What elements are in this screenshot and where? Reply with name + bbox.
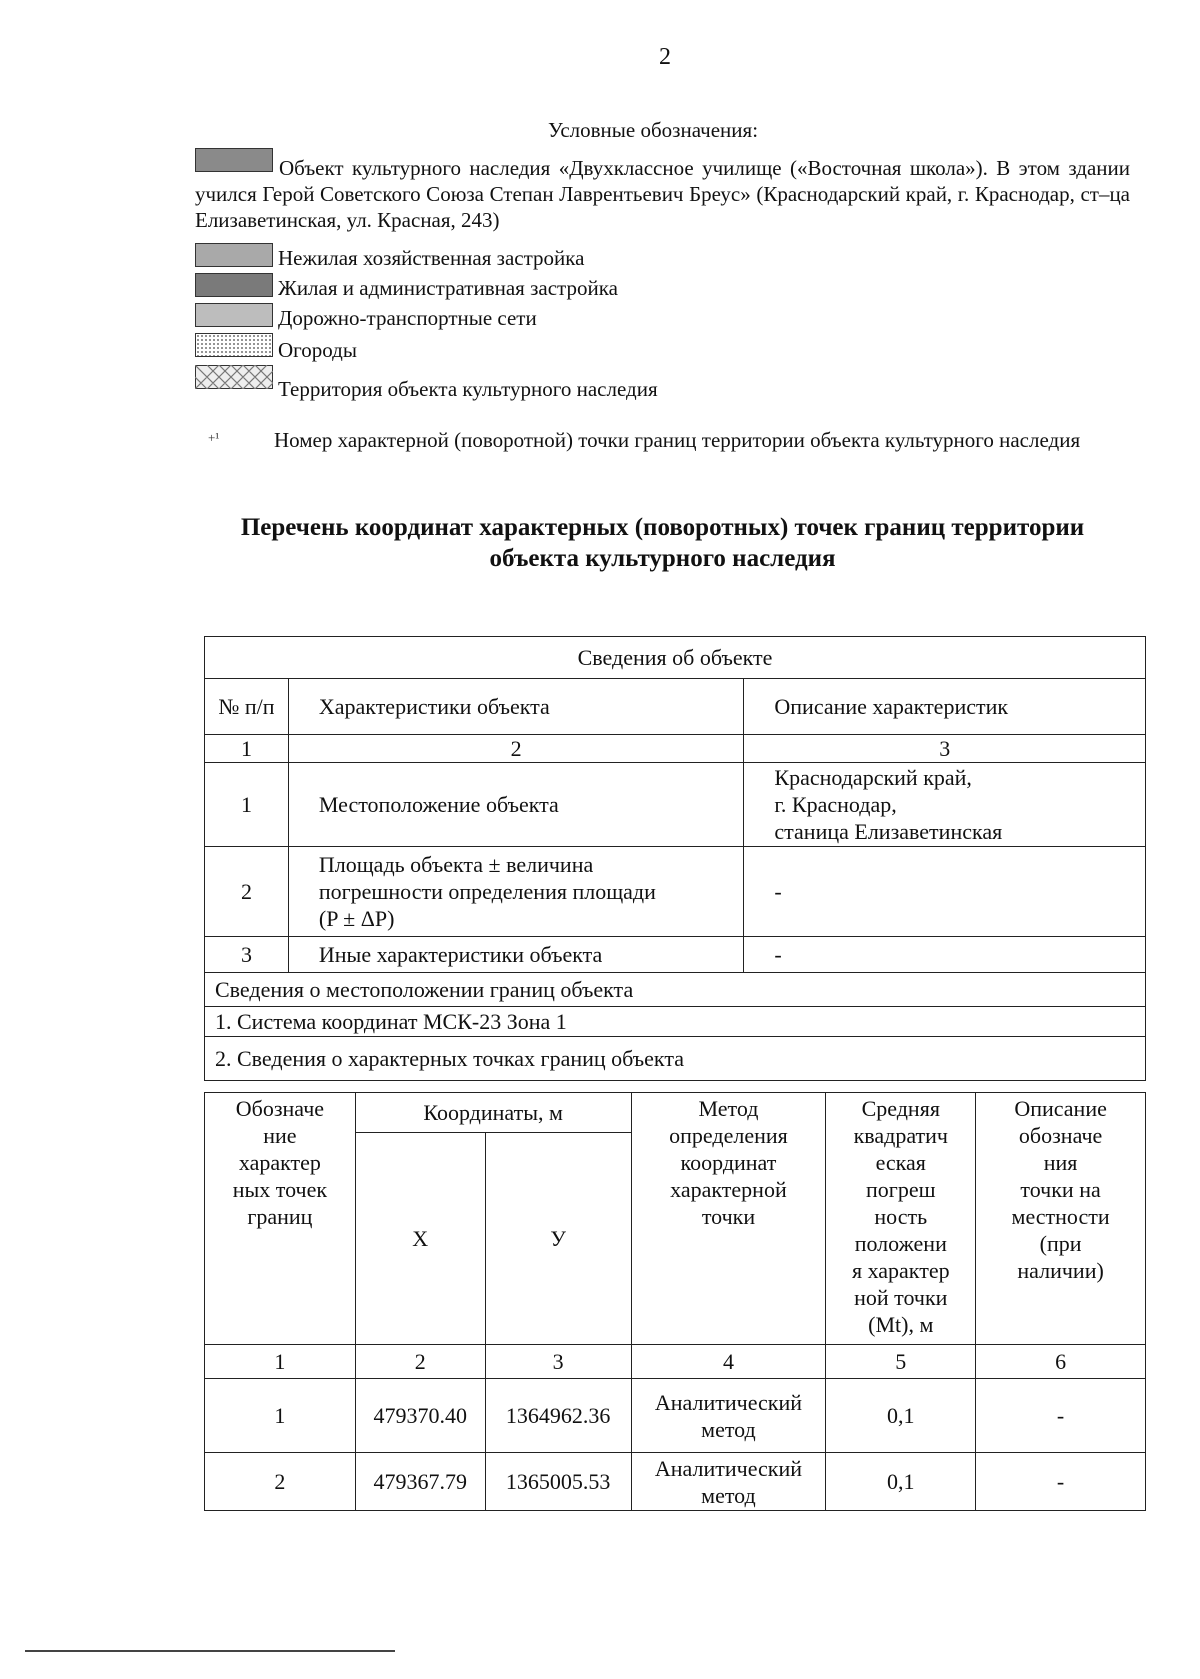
header-line: Обозначе: [235, 1096, 325, 1121]
method-header: [631, 1093, 826, 1345]
point-marker-icon: +¹: [208, 430, 220, 445]
col-char-header: Характеристики объекта: [288, 679, 744, 735]
header-line: местности: [1011, 1204, 1110, 1229]
footnote-divider: [25, 1650, 395, 1652]
row-desc: -: [744, 937, 1146, 973]
header-line: точки: [701, 1204, 756, 1229]
header-line: характерной: [670, 1177, 787, 1202]
header-line: (Mt), м: [868, 1312, 934, 1337]
section-title: Сведения об объекте: [205, 637, 1146, 679]
row-char: Иные характеристики объекта: [288, 937, 744, 973]
legend-item-territory: Территория объекта культурного наследия: [278, 377, 658, 401]
pt-idx-cell: 3: [485, 1345, 631, 1379]
legend-title: Условные обозначения:: [548, 118, 759, 142]
heading-line-2: объекта культурного наследия: [489, 545, 836, 572]
table-row: [205, 937, 1146, 973]
header-line: Средняя: [861, 1096, 940, 1121]
error-header: [826, 1093, 976, 1345]
point-number: 2: [205, 1453, 356, 1511]
col-desc-header: Описание характеристик: [744, 679, 1146, 735]
desc-line: станица Елизаветинская: [774, 819, 1003, 844]
header-line: ных точек: [232, 1177, 328, 1202]
coords-header: Координаты, м: [355, 1093, 631, 1133]
pt-idx-cell: 6: [976, 1345, 1146, 1379]
header-line: еская: [875, 1150, 926, 1175]
header-line: положени: [854, 1231, 947, 1256]
coord-system: 1. Система координат МСК-23 Зона 1: [205, 1007, 1146, 1037]
point-method: [631, 1453, 826, 1511]
header-line: Описание: [1014, 1096, 1107, 1121]
header-line: координат: [680, 1150, 777, 1175]
boundary-title: Сведения о местоположении границ объекта: [205, 973, 1146, 1007]
header-line: характер: [238, 1150, 321, 1175]
char-line: Площадь объекта ± величина: [318, 852, 594, 877]
method-line: Аналитический: [654, 1389, 803, 1415]
legend-item-roads: Дорожно-транспортные сети: [278, 306, 537, 330]
pt-idx-cell: 1: [205, 1345, 356, 1379]
pt-idx-cell: 2: [355, 1345, 485, 1379]
header-line: наличии): [1017, 1258, 1104, 1283]
row-char: Местоположение объекта: [288, 763, 744, 847]
header-line: определения: [669, 1123, 788, 1148]
legend-point-label: Номер характерной (поворотной) точки границ территории объекта культурного наследия: [274, 428, 1081, 452]
point-x: 479370.40: [355, 1379, 485, 1453]
points-title: 2. Сведения о характерных точках границ объекта: [205, 1037, 1146, 1081]
header-line: ность: [874, 1204, 928, 1229]
method-line: метод: [701, 1482, 756, 1508]
table-row: [205, 1379, 1146, 1453]
header-line: (при: [1039, 1231, 1082, 1256]
point-y: 1365005.53: [485, 1453, 631, 1511]
legend-swatch-gardens: [195, 333, 273, 357]
legend-item-gardens: Огороды: [278, 338, 357, 362]
point-mt: 0,1: [826, 1379, 976, 1453]
table-row: [205, 847, 1146, 937]
point-number: 1: [205, 1379, 356, 1453]
header-line: Метод: [698, 1096, 759, 1121]
descr-header: [976, 1093, 1146, 1345]
header-line: границ: [247, 1204, 313, 1229]
table-row: [205, 1453, 1146, 1511]
x-header: X: [355, 1133, 485, 1345]
method-line: Аналитический: [654, 1455, 803, 1481]
desc-line: Краснодарский край,: [774, 765, 972, 790]
legend-swatch-residential: [195, 273, 273, 297]
y-header: У: [485, 1133, 631, 1345]
header-line: квадратич: [853, 1123, 948, 1148]
char-line: (P ± ΔP): [318, 906, 395, 931]
header-line: ния: [1043, 1150, 1078, 1175]
point-x: 479367.79: [355, 1453, 485, 1511]
legend-swatch-nonresidential: [195, 243, 273, 267]
col-num-header: № п/п: [205, 679, 289, 735]
header-line: обозначе: [1018, 1123, 1103, 1148]
legend-main-object-text: Объект культурного наследия «Двухклассное училище («Восточная школа»). В этом здании учился Герой Советского Союза Степан Лаврентьевич Бреус» (Краснодарский край, г. Краснодар, ст–ца Елизаветинская, ул. Красная, 243): [195, 156, 1130, 232]
point-descr: -: [976, 1453, 1146, 1511]
point-mt: 0,1: [826, 1453, 976, 1511]
header-line: ной точки: [854, 1285, 948, 1310]
point-y: 1364962.36: [485, 1379, 631, 1453]
points-table: [204, 1092, 1146, 1511]
point-descr: -: [976, 1379, 1146, 1453]
header-line: ние: [263, 1123, 297, 1148]
desc-line: г. Краснодар,: [774, 792, 897, 817]
idx-cell: 1: [205, 735, 289, 763]
row-number: 1: [205, 763, 289, 847]
idx-cell: 3: [744, 735, 1146, 763]
header-line: погреш: [866, 1177, 936, 1202]
table-row: [205, 763, 1146, 847]
heading-line-1: Перечень координат характерных (поворотных) точек границ территории: [240, 514, 1085, 541]
pt-idx-cell: 4: [631, 1345, 826, 1379]
legend-swatch-territory: [195, 365, 273, 389]
legend-item-residential: Жилая и административная застройка: [278, 276, 618, 300]
document-heading: [195, 512, 1130, 574]
legend-swatch-roads: [195, 303, 273, 327]
row-desc: [744, 763, 1146, 847]
row-number: 3: [205, 937, 289, 973]
designation-header: [205, 1093, 356, 1345]
header-line: я характер: [851, 1258, 950, 1283]
header-line: точки на: [1020, 1177, 1101, 1202]
row-number: 2: [205, 847, 289, 937]
legend-item-nonresidential: Нежилая хозяйственная застройка: [278, 246, 585, 270]
method-line: метод: [701, 1416, 756, 1442]
object-info-table: [204, 636, 1146, 1081]
idx-cell: 2: [288, 735, 744, 763]
point-method: [631, 1379, 826, 1453]
page-number: 2: [659, 44, 671, 70]
row-char: [288, 847, 744, 937]
pt-idx-cell: 5: [826, 1345, 976, 1379]
row-desc: -: [744, 847, 1146, 937]
char-line: погрешности определения площади: [318, 879, 656, 904]
